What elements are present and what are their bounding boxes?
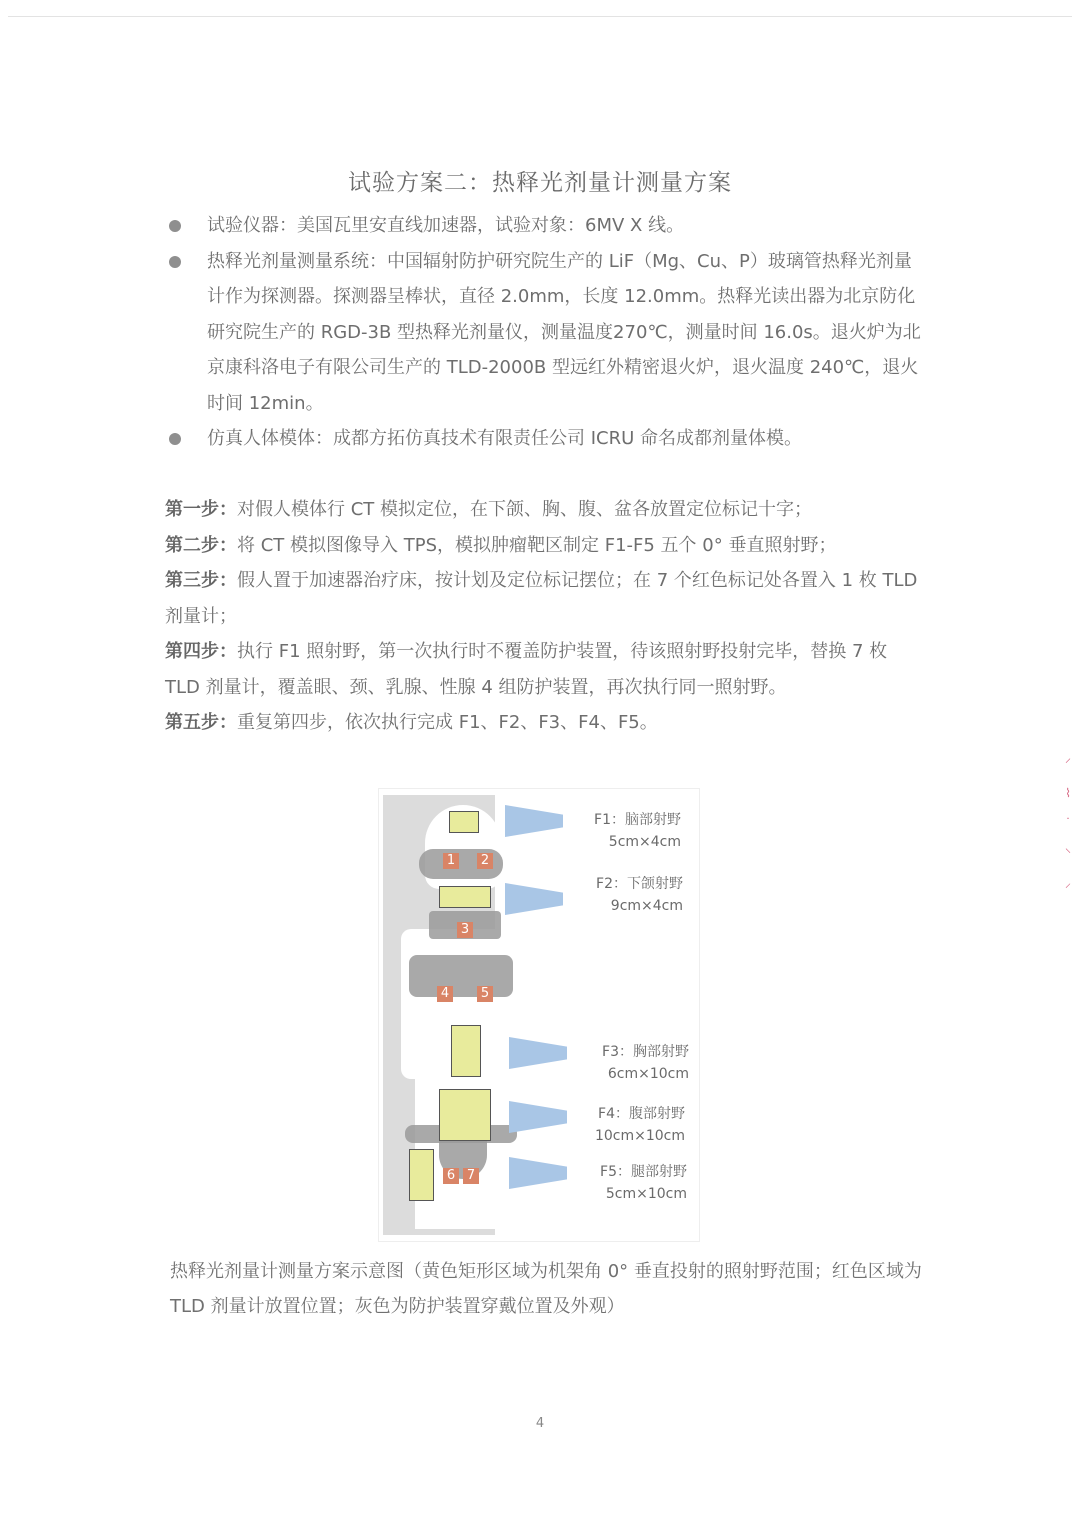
seal-stamp-edge: ⸍ ⌇ ˙ ⸌ ⸝	[1064, 756, 1071, 890]
phantom-diagram	[378, 788, 700, 1242]
tld-marker-7: 7	[463, 1168, 479, 1184]
step-1: 第一步：对假人模体行 CT 模拟定位，在下颌、胸、腹、盆各放置定位标记十字；	[165, 499, 813, 520]
breast-shield	[409, 955, 513, 997]
bullet-item: 热释光剂量测量系统：中国辐射防护研究院生产的 LiF（Mg、Cu、P）玻璃管热释光剂量计作为探测器。探测器呈棒状，直径 2.0mm，长度 12.0mm。热释光读出器为北京防化研究院生产的 RGD-3B 型热释光剂量仪，测量温度270℃，测量时间 16.0s。退火炉为北京康科洛电子有限公司生产的 TLD-2000B 型远红外精密退火炉，退火温度 240℃，退火时间 12min。	[165, 244, 925, 422]
tld-marker-2: 2	[477, 853, 493, 869]
tld-marker-4: 4	[437, 986, 453, 1002]
field-f4	[439, 1089, 491, 1141]
page-title: 试验方案二：热释光剂量计测量方案	[348, 170, 732, 196]
step-3: 第三步：假人置于加速器治疗床，按计划及定位标记摆位；在 7 个红色标记处各置入 1 枚 TLD 剂量计；	[165, 570, 918, 627]
procedure-steps	[165, 492, 925, 741]
beam-arrow-f3-icon	[509, 1037, 567, 1069]
field-label-f2: F2：下颌射野 9cm×4cm	[596, 876, 683, 914]
field-label-f1: F1：脑部射野 5cm×4cm	[594, 812, 681, 850]
field-label-f4: F4：腹部射野 10cm×10cm	[594, 1106, 685, 1144]
step-4: 第四步：执行 F1 照射野，第一次执行时不覆盖防护装置，待该照射野投射完毕，替换 7 枚 TLD 剂量计，覆盖眼、颈、乳腺、性腺 4 组防护装置，再次执行同一照射野。	[165, 641, 888, 698]
bullet-item: 仿真人体模体：成都方拓仿真技术有限责任公司 ICRU 命名成都剂量体模。	[165, 421, 925, 457]
tld-marker-3: 3	[457, 922, 473, 938]
bullet-dot-icon	[169, 256, 181, 268]
tld-marker-1: 1	[443, 853, 459, 869]
field-f5	[409, 1149, 434, 1201]
step-5: 第五步：重复第四步，依次执行完成 F1、F2、F3、F4、F5。	[165, 712, 658, 733]
tld-marker-6: 6	[443, 1168, 459, 1184]
field-label-f5: F5：腿部射野 5cm×10cm	[600, 1164, 687, 1202]
bullet-list	[165, 208, 925, 457]
beam-arrow-f2-icon	[505, 883, 563, 915]
beam-arrow-f1-icon	[505, 805, 563, 837]
bullet-dot-icon	[169, 433, 181, 445]
field-f2	[439, 886, 491, 908]
page-number: 4	[535, 1416, 545, 1431]
tld-marker-5: 5	[477, 986, 493, 1002]
field-f1	[449, 811, 479, 833]
bullet-item: 试验仪器：美国瓦里安直线加速器，试验对象：6MV X 线。	[165, 208, 925, 244]
step-2: 第二步：将 CT 模拟图像导入 TPS，模拟肿瘤靶区制定 F1-F5 五个 0° 垂直照射野；	[165, 534, 837, 556]
beam-arrow-f5-icon	[509, 1157, 567, 1189]
figure-caption: 热释光剂量计测量方案示意图（黄色矩形区域为机架角 0° 垂直投射的照射野范围；红色区域为 TLD 剂量计放置位置；灰色为防护装置穿戴位置及外观）	[170, 1261, 922, 1317]
beam-arrow-f4-icon	[509, 1101, 567, 1133]
field-label-f3: F3：胸部射野 6cm×10cm	[602, 1044, 689, 1082]
top-rule	[8, 16, 1072, 17]
field-f3	[451, 1025, 481, 1077]
bullet-dot-icon	[169, 220, 181, 232]
